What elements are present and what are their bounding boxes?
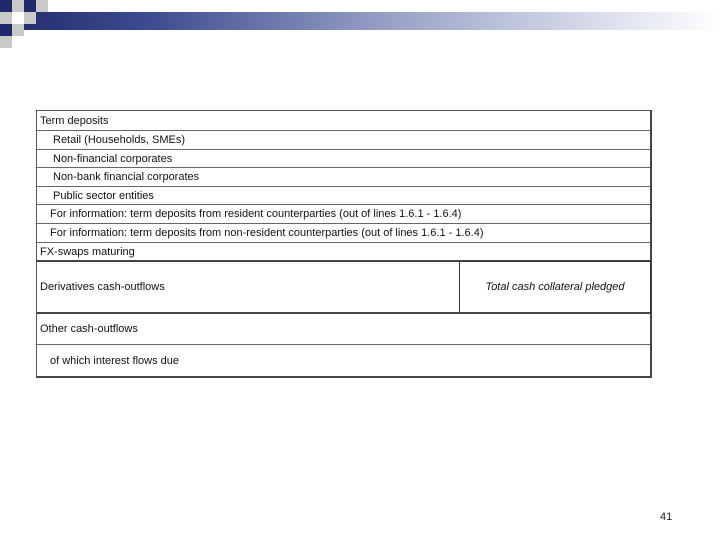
header-square-decoration bbox=[24, 0, 36, 12]
row-label: Term deposits bbox=[40, 114, 109, 127]
row-label: of which interest flows due bbox=[50, 354, 180, 367]
header-square-decoration bbox=[0, 36, 12, 48]
table-row bbox=[37, 130, 650, 149]
table-row bbox=[37, 186, 650, 204]
page-number: 41 bbox=[660, 511, 673, 523]
header-square-decoration bbox=[0, 24, 12, 36]
derivatives-label-cell bbox=[37, 262, 457, 312]
row-label: For information: term deposits from resident counterparties (out of lines 1.6.1 - 1.6.4) bbox=[50, 208, 462, 220]
header-gradient-bar bbox=[0, 12, 720, 30]
collateral-cell bbox=[459, 261, 651, 313]
header-square-decoration bbox=[12, 24, 24, 36]
header-square-decoration bbox=[36, 0, 48, 12]
row-label: Public sector entities bbox=[53, 189, 154, 202]
row-label: For information: term deposits from non-resident counterparties (out of lines 1.6.1 - 1.6.4) bbox=[50, 227, 484, 239]
header-square-decoration bbox=[12, 12, 24, 24]
row-label: Non-bank financial corporates bbox=[53, 171, 200, 183]
header-square-decoration bbox=[0, 0, 12, 12]
header-square-decoration bbox=[12, 0, 24, 12]
table-row bbox=[37, 242, 650, 260]
row-label: Retail (Households, SMEs) bbox=[53, 134, 186, 146]
table-row bbox=[37, 167, 650, 186]
row-label: Other cash-outflows bbox=[40, 323, 138, 335]
table-row bbox=[37, 344, 650, 376]
row-label: Derivatives cash-outflows bbox=[40, 281, 165, 293]
table-row bbox=[37, 312, 650, 344]
header-square-decoration bbox=[24, 12, 36, 24]
table-row bbox=[37, 223, 650, 242]
row-label: Non-financial corporates bbox=[53, 152, 173, 165]
cash-outflows-table bbox=[36, 110, 652, 378]
header-square-decoration bbox=[0, 12, 12, 24]
table-row bbox=[37, 204, 650, 223]
table-row bbox=[37, 260, 650, 312]
row-label: FX-swaps maturing bbox=[40, 245, 135, 258]
table-row bbox=[37, 111, 650, 130]
table-row bbox=[37, 149, 650, 167]
collateral-label: Total cash collateral pledged bbox=[485, 281, 625, 293]
